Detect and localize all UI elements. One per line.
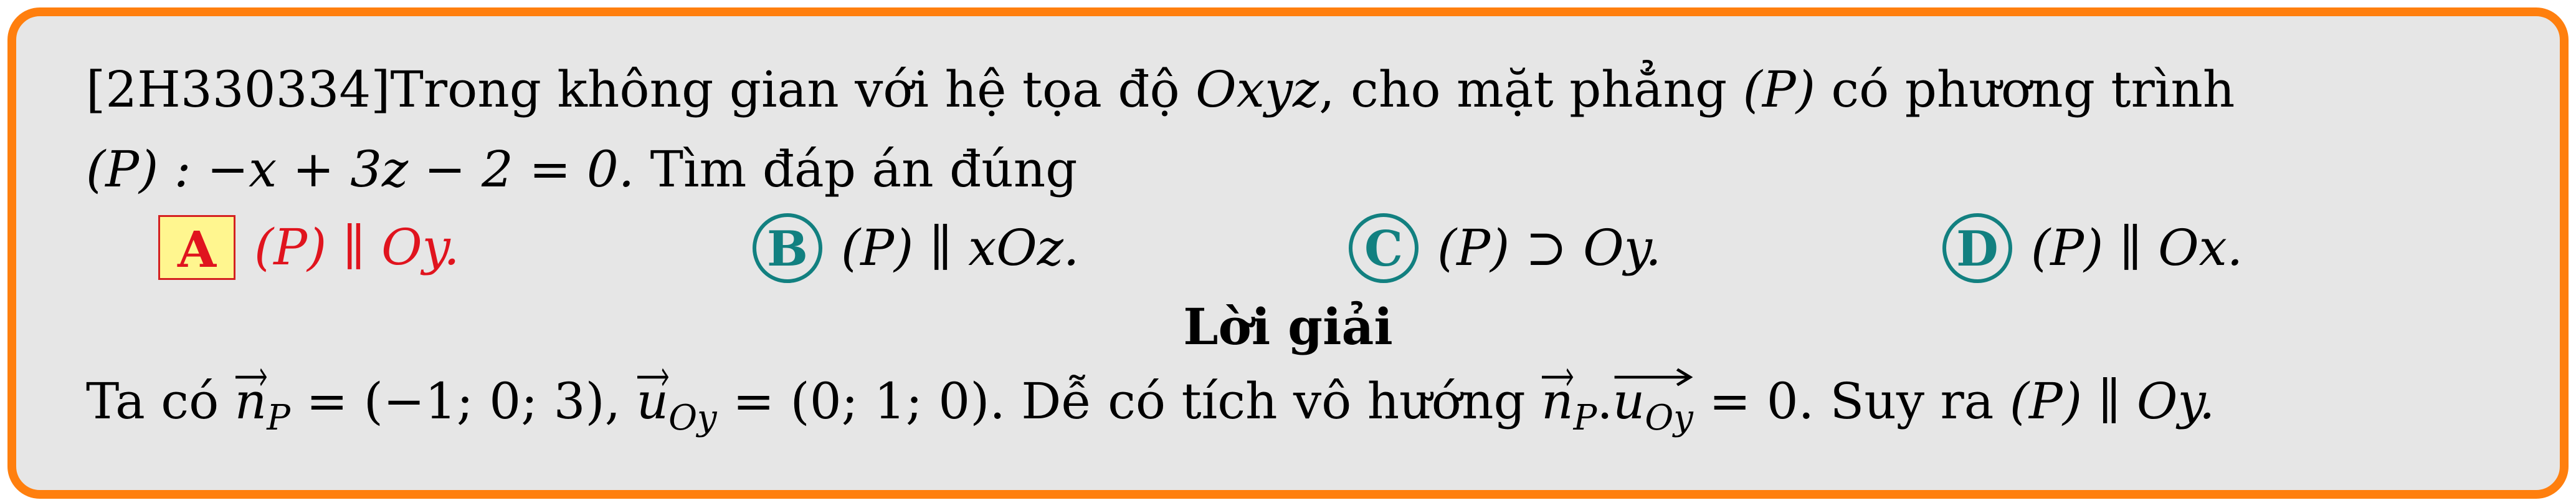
subscript-oy: Oy: [668, 398, 717, 438]
question-code: [2H330334]: [86, 60, 391, 118]
question-text: Trong không gian với hệ tọa độ: [390, 60, 1196, 118]
choice-b[interactable]: [753, 213, 1079, 283]
choice-a-text: (P) ∥ Oy.: [254, 218, 460, 276]
solution-intro: Ta có: [86, 372, 235, 430]
dot-vector-n-symbol: n: [1541, 372, 1574, 430]
question-prompt: Tìm đáp án đúng: [634, 140, 1078, 198]
question-line-1: [86, 59, 2235, 121]
solution-line: [86, 370, 2215, 438]
subscript-p: P: [267, 398, 290, 438]
vector-n-symbol: n: [234, 372, 267, 430]
solution-title: Lời giải: [1183, 297, 1393, 356]
choice-c-letter: C: [1349, 213, 1419, 283]
choice-d[interactable]: [1942, 213, 2243, 283]
vector-arrow-icon: [637, 367, 669, 388]
dot-vector-u: [1612, 370, 1693, 438]
coordinate-system: Oxyz: [1195, 60, 1319, 118]
choice-b-letter: B: [753, 213, 822, 283]
dot-vector-u-symbol: u: [1612, 372, 1645, 430]
question-text-tail: có phương trình: [1815, 60, 2235, 118]
vector-arrow-icon: [1613, 367, 1693, 388]
dot-subscript-p: P: [1573, 398, 1597, 438]
question-text-mid: , cho mặt phẳng: [1319, 60, 1743, 118]
solution-conclusion: (P) ∥ Oy.: [2009, 372, 2215, 430]
vector-arrow-icon: [1541, 367, 1574, 388]
direction-vector-value: = (0; 1; 0). Dễ có tích vô hướng: [716, 372, 1542, 430]
dot-subscript-oy: Oy: [1645, 398, 1693, 438]
dot-operator: .: [1597, 372, 1613, 430]
dot-product-result: = 0. Suy ra: [1693, 372, 2010, 430]
plane-equation: (P) : −x + 3z − 2 = 0.: [86, 140, 635, 198]
vector-u-symbol: u: [636, 372, 669, 430]
choice-a[interactable]: [158, 213, 460, 282]
choices: [0, 213, 2576, 282]
vector-u: [637, 370, 669, 433]
question-line-2: [86, 138, 1077, 201]
dot-vector-n: [1541, 370, 1574, 433]
choice-a-letter: A: [158, 215, 235, 280]
plane-name: (P): [1742, 60, 1815, 118]
choice-c-text: (P) ⊃ Oy.: [1437, 219, 1661, 277]
choice-d-text: (P) ∥ Ox.: [2031, 219, 2243, 277]
vector-n: [235, 370, 267, 433]
choice-b-text: (P) ∥ xOz.: [841, 219, 1080, 277]
vector-arrow-icon: [235, 367, 267, 388]
normal-vector-value: = (−1; 0; 3),: [290, 372, 637, 430]
choice-d-letter: D: [1942, 213, 2012, 283]
choice-c[interactable]: [1349, 213, 1661, 283]
